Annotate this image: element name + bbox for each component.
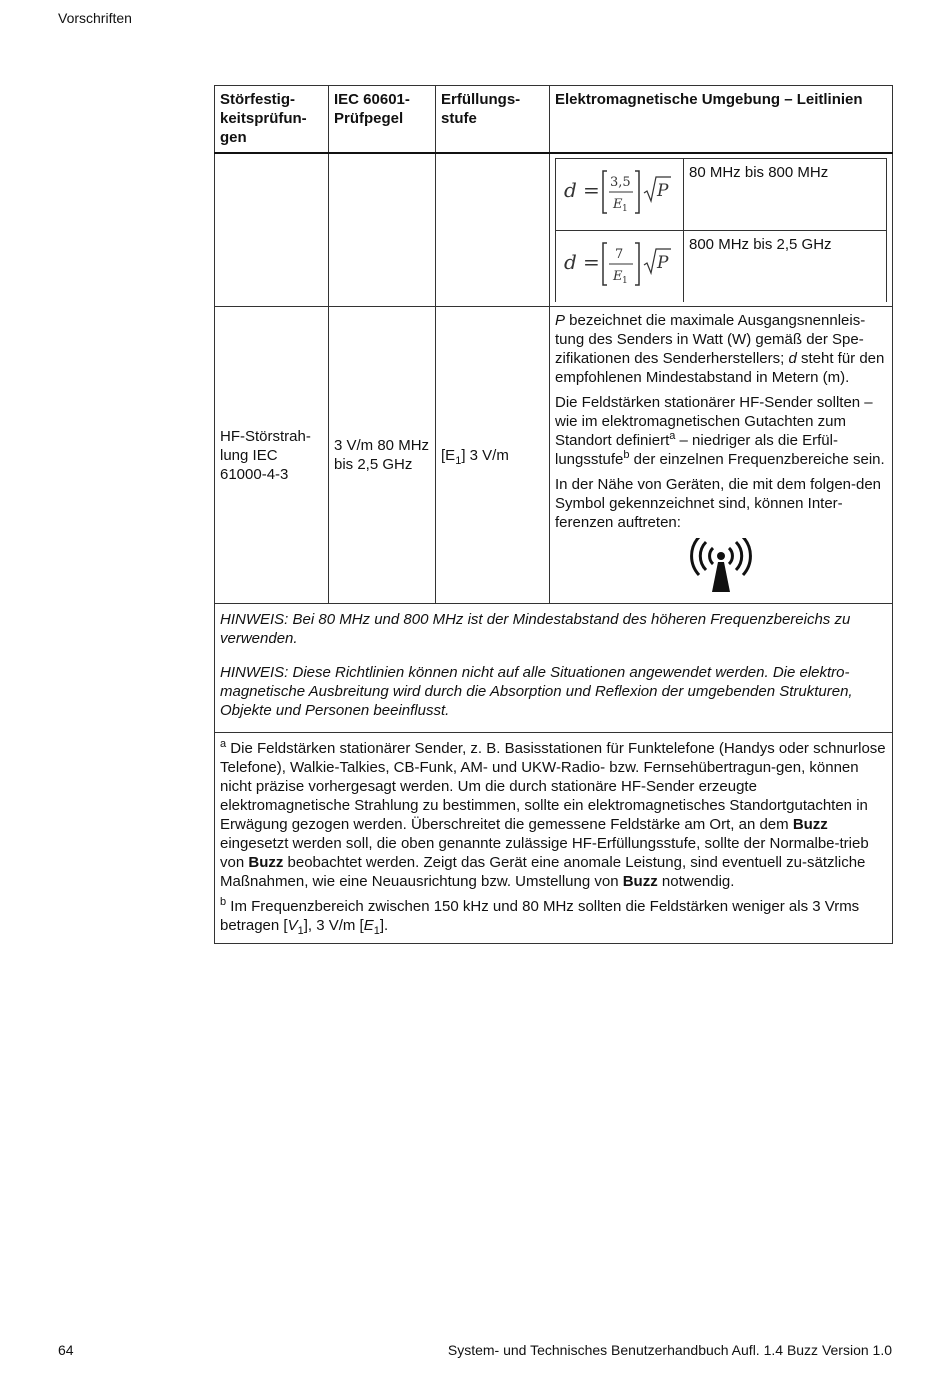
svg-text:1: 1 (622, 204, 628, 214)
svg-text:P: P (657, 253, 669, 273)
note-1: HINWEIS: Bei 80 MHz und 800 MHz ist der Mindestabstand des höheren Frequenzbereichs zu verwenden. (220, 611, 851, 647)
formula-1 (556, 159, 684, 231)
table-row-radiated-rf (215, 307, 893, 604)
distance-formula-1 (561, 163, 673, 219)
svg-text:7: 7 (615, 247, 624, 262)
svg-text:=: = (583, 250, 600, 274)
table-header-row (215, 86, 893, 154)
formula-range-2: 800 MHz bis 2,5 GHz (684, 231, 887, 303)
cell-level: 3 V/m 80 MHz bis 2,5 GHz (329, 307, 436, 604)
notes-row (215, 604, 893, 733)
cell-test: HF-Störstrah-lung IEC 61000-4-3 (215, 307, 329, 604)
guidance-paragraph-2: Die Feldstärken stationärer HF-Sender sollten – wie im elektromagnetischen Gutachten zum Standort definiert$^a$ – niedriger als die Erfül-lungsstufe$^b$ der einzelnen Frequenzbereiche sein. (555, 394, 885, 468)
header-level: IEC 60601-Prüfpegel (329, 86, 436, 154)
formula-range-1: 80 MHz bis 800 MHz (684, 159, 887, 231)
page-header-section: Vorschriften (58, 10, 132, 26)
note-2: HINWEIS: Diese Richtlinien können nicht auf alle Situationen angewendet werden. Die elektro-magnetische Ausbreitung wird durch die Absorption und Reflexion der umgebenden Strukturen, Objekte und Personen beeinflusst. (220, 664, 853, 719)
cell-compliance: $[E_1]$ 3 V/m (436, 307, 550, 604)
guidance-paragraph-3: In der Nähe von Geräten, die mit dem folgen-den Symbol gekennzeichnet sind, können Inter-ferenzen auftreten: (555, 476, 882, 531)
formula-row (215, 153, 893, 307)
svg-text:E: E (613, 269, 623, 284)
svg-text:3,5: 3,5 (610, 175, 631, 190)
svg-text:=: = (583, 178, 600, 202)
svg-text:P: P (657, 181, 669, 201)
footer-title: System- und Technisches Benutzerhandbuch Aufl. 1.4 Buzz Version 1.0 (447, 1342, 892, 1358)
formula-row-1 (556, 159, 887, 231)
formula-2 (556, 231, 684, 303)
footnotes-row (215, 733, 893, 944)
header-guidance: Elektromagnetische Umgebung – Leitlinien (550, 86, 893, 154)
formula-row-2 (556, 231, 887, 303)
distance-formula-2 (561, 235, 673, 291)
header-compliance: Erfüllungs-stufe (436, 86, 550, 154)
footnote-b: $^b$ Im Frequenzbereich zwischen 150 kHz und 80 MHz sollten die Feldstärken weniger als 3 Vrms betragen $[V_1]$, 3 V/m $[E_1]$. (220, 896, 860, 937)
footnote-a: $^a$ Die Feldstärken stationärer Sender, z. B. Basisstationen für Funktelefone (Handys oder schnurlose Telefone), Walkie-Talkies, CB-Funk, AM- und UKW-Radio- bzw. Fernsehübertragun-gen, können nicht präzise vorhergesagt werden. Um die durch stationäre HF-Sender erzeugte elektromagnetische Strahlung zu bestimmen, sollte ein elektromagnetisches Standortgutachten in Erwägung gezogen werden. Überschreitet die gemessene Feldstärke am Ort, an dem Buzz eingesetzt werden soll, die oben genannte zulässige HF-Erfüllungsstufe, sollte der Normalbe-trieb von Buzz beobachtet werden. Zeigt das Gerät eine anomale Leistung, sind eventuell zu-sätzliche Maßnahmen, wie eine Neuausrichtung bzw. Umstellung von Buzz notwendig. (220, 738, 886, 890)
svg-text:d: d (564, 250, 577, 274)
svg-text:E: E (613, 197, 623, 212)
header-test: Störfestig-keitsprüfun-gen (215, 86, 329, 154)
formula-table (555, 158, 887, 302)
cell-guidance (550, 307, 893, 604)
svg-text:1: 1 (622, 276, 628, 286)
emc-immunity-table (214, 85, 893, 944)
svg-text:d: d (564, 178, 577, 202)
guidance-paragraph-1: P bezeichnet die maximale Ausgangsnennleis-tung des Senders in Watt (W) gemäß der Spe-zifikationen des Senderherstellers; d steht für den empfohlenen Mindestabstand in Metern (m). (555, 312, 885, 386)
non-ionizing-radiation-icon (689, 538, 753, 594)
page-number: 64 (58, 1342, 74, 1358)
